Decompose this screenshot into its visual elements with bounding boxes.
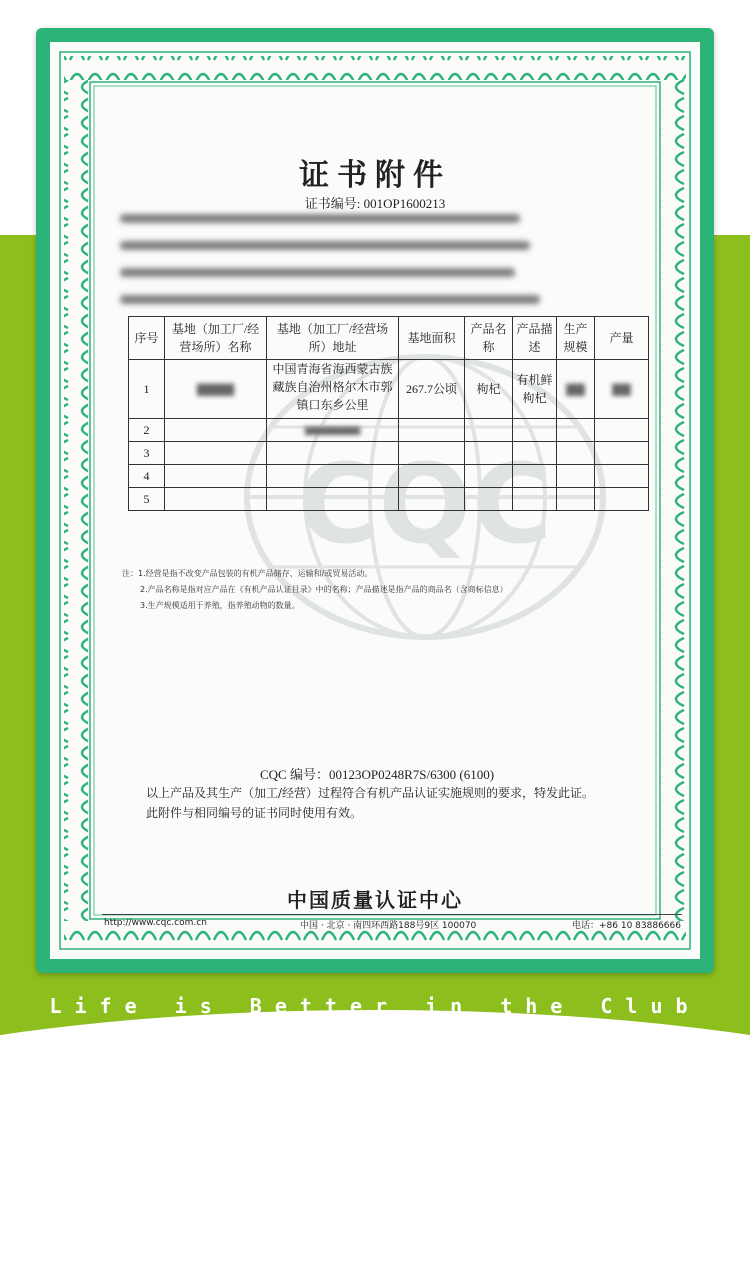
footer-address: 中国 · 北京 · 南四环西路188号9区 100070 — [300, 921, 477, 931]
row-number: 1 — [129, 360, 165, 419]
certificate-title: 证书附件 — [299, 158, 451, 193]
redacted-line — [120, 241, 530, 250]
header-cell: 产量 — [595, 317, 649, 360]
watermark-text: CQC — [297, 440, 553, 568]
site-address — [267, 360, 399, 419]
certificate-paper — [50, 42, 700, 959]
footer-divider — [102, 914, 682, 915]
header-cell: 序号 — [129, 317, 165, 360]
white-bottom-curve — [0, 1010, 750, 1270]
certification-statement — [146, 783, 646, 823]
certificate-number: 证书编号: 001OP1600213 — [304, 196, 446, 211]
site-area: 267.7公顷 — [399, 360, 465, 419]
output-redacted: ▇▇ — [595, 360, 649, 419]
table-row — [129, 488, 649, 511]
site-address-text: 中国青海省海西蒙古族藏族自治州格尔木市郭镇口东乡公里 — [272, 362, 393, 412]
slogan: Life is Better in the Club — [49, 994, 701, 1018]
table-notes — [122, 566, 642, 614]
production-scale-redacted: ▇▇ — [557, 360, 595, 419]
row-number: 3 — [129, 442, 165, 465]
redacted-line — [120, 295, 540, 304]
header-cell: 基地（加工厂/经营场所）地址 — [267, 317, 399, 360]
header-cell: 基地面积 — [399, 317, 465, 360]
cqc-number: CQC 编号：00123OP0248R7S/6300 (6100) — [260, 767, 495, 782]
statement-line: 以上产品及其生产（加工/经营）过程符合有机产品认证实施规则的要求，特发此证。 — [146, 786, 595, 800]
site-name-redacted: ▇▇▇▇ — [165, 360, 267, 419]
table-row: 2 ▇▇▇▇▇▇▇▇▇ — [129, 419, 649, 442]
header-cell: 产品描述 — [513, 317, 557, 360]
header-cell: 基地（加工厂/经营场所）名称 — [165, 317, 267, 360]
table-header-row — [129, 317, 649, 360]
note-line: 注：1.经营是指不改变产品包装的有机产品储存、运输和/或贸易活动。 — [122, 569, 373, 578]
table-row — [129, 442, 649, 465]
row-number: 5 — [129, 488, 165, 511]
footer-website: http://www.cqc.com.cn — [104, 918, 207, 928]
row-number: 4 — [129, 465, 165, 488]
statement-line: 此附件与相同编号的证书同时使用有效。 — [146, 806, 363, 820]
note-line: 2.产品名称是指对应产品在《有机产品认证目录》中的名称；产品描述是指产品的商品名（含商标信息） — [140, 585, 508, 594]
product-name: 枸杞 — [465, 360, 513, 419]
header-cell: 产品名称 — [465, 317, 513, 360]
product-description: 有机鲜枸杞 — [513, 360, 557, 419]
issuer-name: 中国质量认证中心 — [287, 888, 463, 912]
table-row — [129, 360, 649, 419]
note-line: 3.生产规模适用于养殖，指养殖动物的数量。 — [140, 601, 300, 610]
redacted-line — [120, 214, 520, 223]
attachment-table — [128, 316, 649, 511]
table-row — [129, 465, 649, 488]
header-cell: 生产规模 — [557, 317, 595, 360]
certificate-frame — [36, 28, 714, 973]
footer-phone: 电话：+86 10 83886666 — [572, 921, 681, 931]
row-number: 2 — [129, 419, 165, 442]
redacted-line — [120, 268, 515, 277]
